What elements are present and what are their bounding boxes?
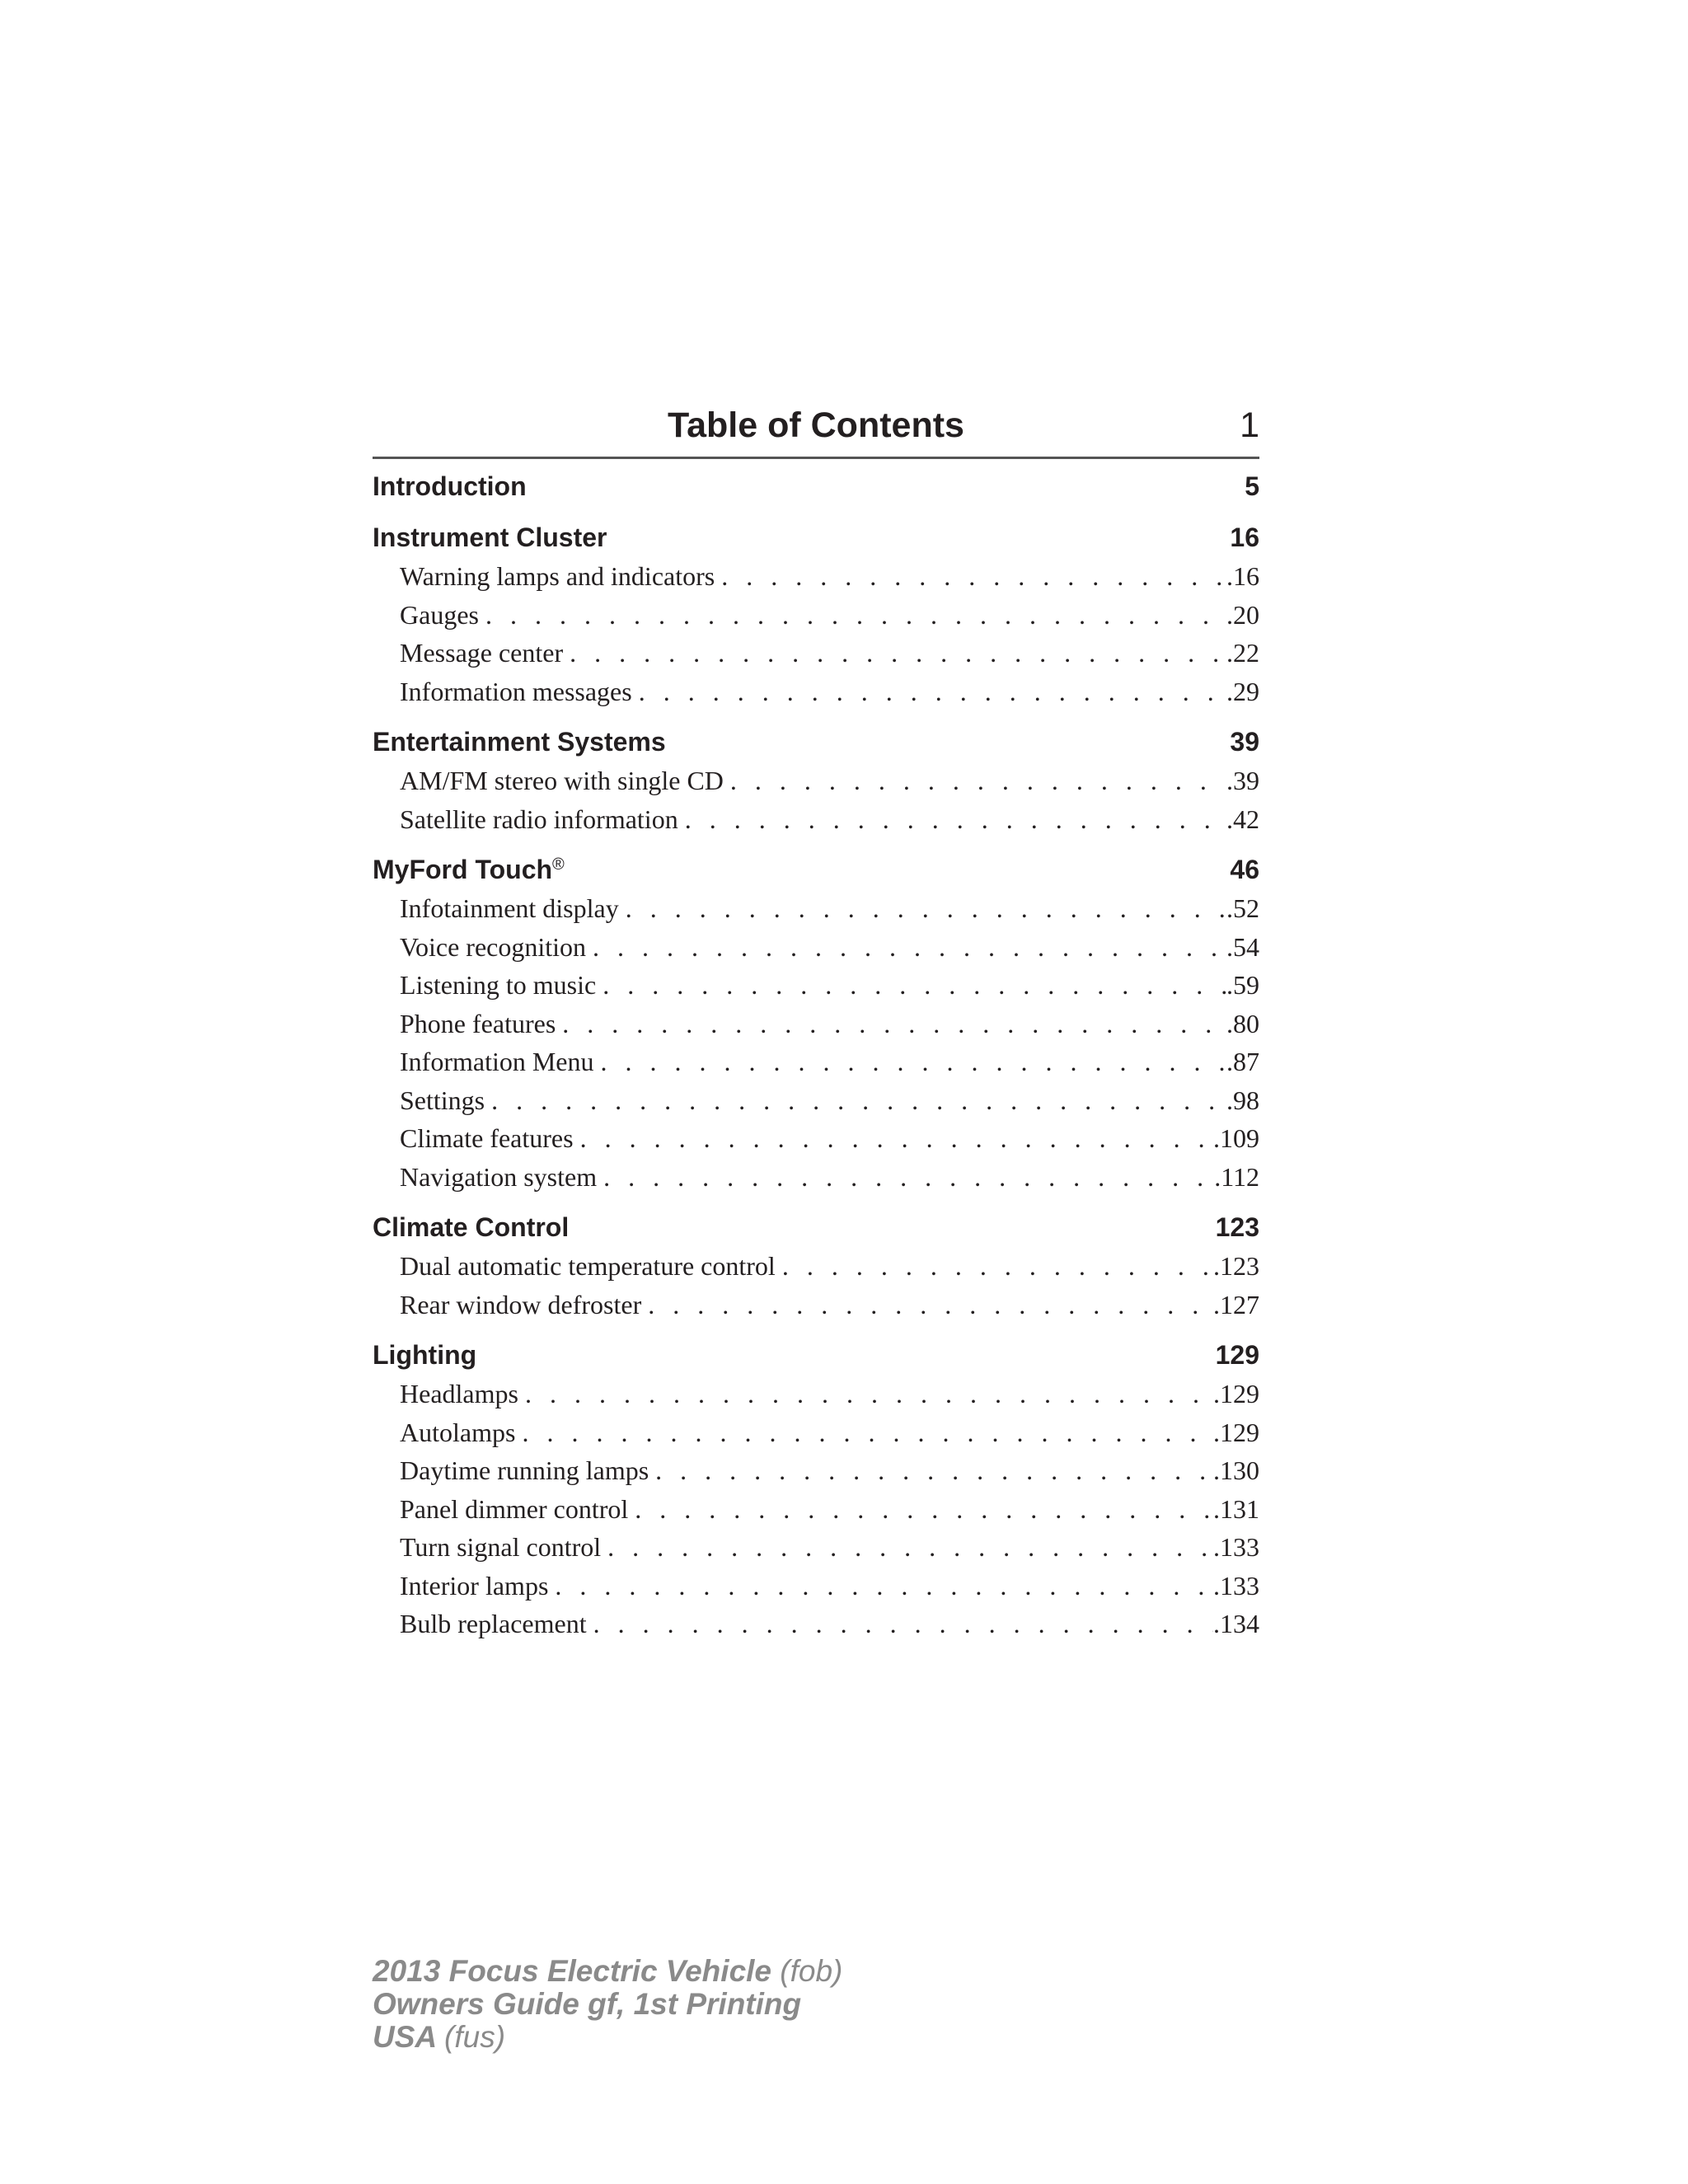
entry-page-number: .54 xyxy=(1226,931,1259,962)
toc-entry[interactable] xyxy=(373,673,1259,711)
entry-label: Dual automatic temperature control xyxy=(400,1251,776,1281)
entry-label: Rear window defroster xyxy=(400,1289,642,1319)
page-number: 1 xyxy=(1240,405,1259,445)
section-heading[interactable] xyxy=(373,466,1259,506)
toc-entry[interactable] xyxy=(373,1451,1259,1490)
entry-page-number: .133 xyxy=(1213,1570,1259,1601)
toc-entry[interactable] xyxy=(373,800,1259,839)
entry-page-number: .29 xyxy=(1226,676,1259,706)
dot-leader xyxy=(678,800,1226,839)
entry-label: Satellite radio information xyxy=(400,804,678,834)
toc-entry[interactable] xyxy=(373,634,1259,673)
dot-leader xyxy=(479,596,1226,635)
section-heading[interactable] xyxy=(373,1335,1259,1375)
entry-label: Settings xyxy=(400,1085,485,1115)
entry-label: Message center xyxy=(400,638,564,668)
section-page-number: 129 xyxy=(1215,1340,1259,1370)
entry-page-number: .59 xyxy=(1226,970,1259,1000)
entry-page-number: .123 xyxy=(1213,1251,1259,1281)
toc-section xyxy=(373,518,1259,710)
dot-leader xyxy=(641,1286,1213,1324)
section-page-number: 123 xyxy=(1215,1212,1259,1242)
toc-entry[interactable] xyxy=(373,966,1259,1005)
entry-label: Climate features xyxy=(400,1123,574,1153)
toc-entry[interactable] xyxy=(373,1247,1259,1286)
entry-page-number: .98 xyxy=(1226,1085,1259,1115)
dot-leader xyxy=(649,1451,1213,1490)
section-title-text: Instrument Cluster xyxy=(373,523,607,552)
section-title-text: Lighting xyxy=(373,1340,477,1370)
dot-leader xyxy=(574,1119,1213,1158)
entry-page-number: .20 xyxy=(1226,599,1259,630)
toc-entry[interactable] xyxy=(373,1081,1259,1120)
section-title xyxy=(373,466,527,506)
entry-label: Phone features xyxy=(400,1008,556,1038)
footer-line-3 xyxy=(373,2021,842,2054)
entry-page-number: .80 xyxy=(1226,1008,1259,1038)
dot-leader xyxy=(597,1158,1214,1197)
toc-entry[interactable] xyxy=(373,1043,1259,1081)
entry-label: Daytime running lamps xyxy=(400,1455,649,1485)
entry-page-number: .16 xyxy=(1226,561,1259,591)
entry-label: Listening to music xyxy=(400,970,597,1000)
dot-leader xyxy=(628,1490,1213,1529)
entry-label: Navigation system xyxy=(400,1161,598,1192)
entry-page-number: .39 xyxy=(1226,766,1259,795)
entry-page-number: .129 xyxy=(1213,1417,1259,1447)
section-page-number: 5 xyxy=(1245,471,1259,501)
entry-label: Panel dimmer control xyxy=(400,1493,629,1524)
entry-label: Infotainment display xyxy=(400,893,619,923)
section-title-text: Introduction xyxy=(373,471,527,501)
page-title: Table of Contents xyxy=(668,405,964,445)
toc-section xyxy=(373,466,1259,506)
entry-page-number: .133 xyxy=(1213,1532,1259,1562)
dot-leader xyxy=(586,928,1226,967)
dot-leader xyxy=(563,634,1226,673)
toc-entry[interactable] xyxy=(373,1528,1259,1567)
dot-leader xyxy=(518,1375,1213,1413)
dot-leader xyxy=(556,1005,1226,1043)
toc-entry[interactable] xyxy=(373,1286,1259,1324)
entry-page-number: .112 xyxy=(1214,1161,1259,1192)
table-of-contents xyxy=(373,466,1259,1655)
entry-page-number: .109 xyxy=(1213,1123,1259,1153)
entry-label: Information Menu xyxy=(400,1047,594,1076)
toc-entry[interactable] xyxy=(373,1375,1259,1413)
section-title-text: Entertainment Systems xyxy=(373,727,666,757)
entry-label: Warning lamps and indicators xyxy=(400,561,715,591)
section-heading[interactable] xyxy=(373,722,1259,762)
section-page-number: 46 xyxy=(1230,855,1259,884)
entry-label: Information messages xyxy=(400,676,632,706)
entry-page-number: .42 xyxy=(1226,804,1259,834)
toc-entry[interactable] xyxy=(373,928,1259,967)
dot-leader xyxy=(715,557,1226,596)
toc-section xyxy=(373,722,1259,838)
footer-market-code: (fus) xyxy=(444,2020,506,2054)
section-title-text: Climate Control xyxy=(373,1212,570,1242)
section-title xyxy=(373,722,666,762)
footer-vehicle: 2013 Focus Electric Vehicle xyxy=(373,1954,771,1988)
dot-leader xyxy=(587,1605,1213,1643)
dot-leader xyxy=(515,1413,1213,1452)
section-heading[interactable] xyxy=(373,518,1259,557)
entry-label: AM/FM stereo with single CD xyxy=(400,766,724,795)
document-footer xyxy=(373,1955,842,2054)
toc-entry[interactable] xyxy=(373,1567,1259,1605)
toc-entry[interactable] xyxy=(373,596,1259,635)
toc-entry[interactable] xyxy=(373,1005,1259,1043)
dot-leader xyxy=(548,1567,1213,1605)
section-heading[interactable] xyxy=(373,1207,1259,1247)
footer-guide: Owners Guide gf, 1st Printing xyxy=(373,1987,802,2021)
dot-leader xyxy=(485,1081,1226,1120)
entry-label: Autolamps xyxy=(400,1417,516,1447)
toc-entry[interactable] xyxy=(373,1490,1259,1529)
dot-leader xyxy=(596,966,1226,1005)
section-title xyxy=(373,850,565,889)
section-title xyxy=(373,518,607,557)
entry-label: Bulb replacement xyxy=(400,1609,587,1638)
entry-page-number: .131 xyxy=(1213,1493,1259,1524)
page-header xyxy=(373,394,1259,459)
toc-entry[interactable] xyxy=(373,1158,1259,1197)
dot-leader xyxy=(594,1043,1227,1081)
entry-label: Voice recognition xyxy=(400,931,587,962)
entry-label: Interior lamps xyxy=(400,1570,549,1601)
entry-label: Gauges xyxy=(400,599,479,630)
entry-page-number: .52 xyxy=(1226,893,1259,923)
entry-page-number: .22 xyxy=(1226,638,1259,668)
entry-label: Headlamps xyxy=(400,1379,518,1408)
toc-section xyxy=(373,850,1259,1196)
dot-leader xyxy=(724,762,1226,800)
section-title-text: MyFord Touch xyxy=(373,855,553,884)
entry-page-number: .87 xyxy=(1226,1047,1259,1076)
footer-vehicle-code: (fob) xyxy=(780,1954,843,1988)
dot-leader xyxy=(776,1247,1213,1286)
toc-section xyxy=(373,1335,1259,1643)
toc-section xyxy=(373,1207,1259,1324)
entry-page-number: .134 xyxy=(1213,1609,1259,1638)
registered-mark: ® xyxy=(552,855,565,874)
section-title xyxy=(373,1207,569,1247)
toc-entry[interactable] xyxy=(373,889,1259,928)
entry-page-number: .130 xyxy=(1213,1455,1259,1485)
footer-line-1 xyxy=(373,1955,842,1988)
footer-line-2 xyxy=(373,1988,842,2021)
section-heading[interactable] xyxy=(373,850,1259,889)
entry-page-number: .127 xyxy=(1213,1289,1259,1319)
toc-entry[interactable] xyxy=(373,1605,1259,1643)
toc-entry[interactable] xyxy=(373,762,1259,800)
entry-label: Turn signal control xyxy=(400,1532,602,1562)
section-page-number: 39 xyxy=(1230,727,1259,757)
dot-leader xyxy=(619,889,1226,928)
footer-market: USA xyxy=(373,2020,436,2054)
toc-entry[interactable] xyxy=(373,557,1259,596)
dot-leader xyxy=(632,673,1226,711)
toc-entry[interactable] xyxy=(373,1413,1259,1452)
entry-page-number: .129 xyxy=(1213,1379,1259,1408)
section-page-number: 16 xyxy=(1230,523,1259,552)
section-title xyxy=(373,1335,476,1375)
toc-entry[interactable] xyxy=(373,1119,1259,1158)
dot-leader xyxy=(601,1528,1213,1567)
